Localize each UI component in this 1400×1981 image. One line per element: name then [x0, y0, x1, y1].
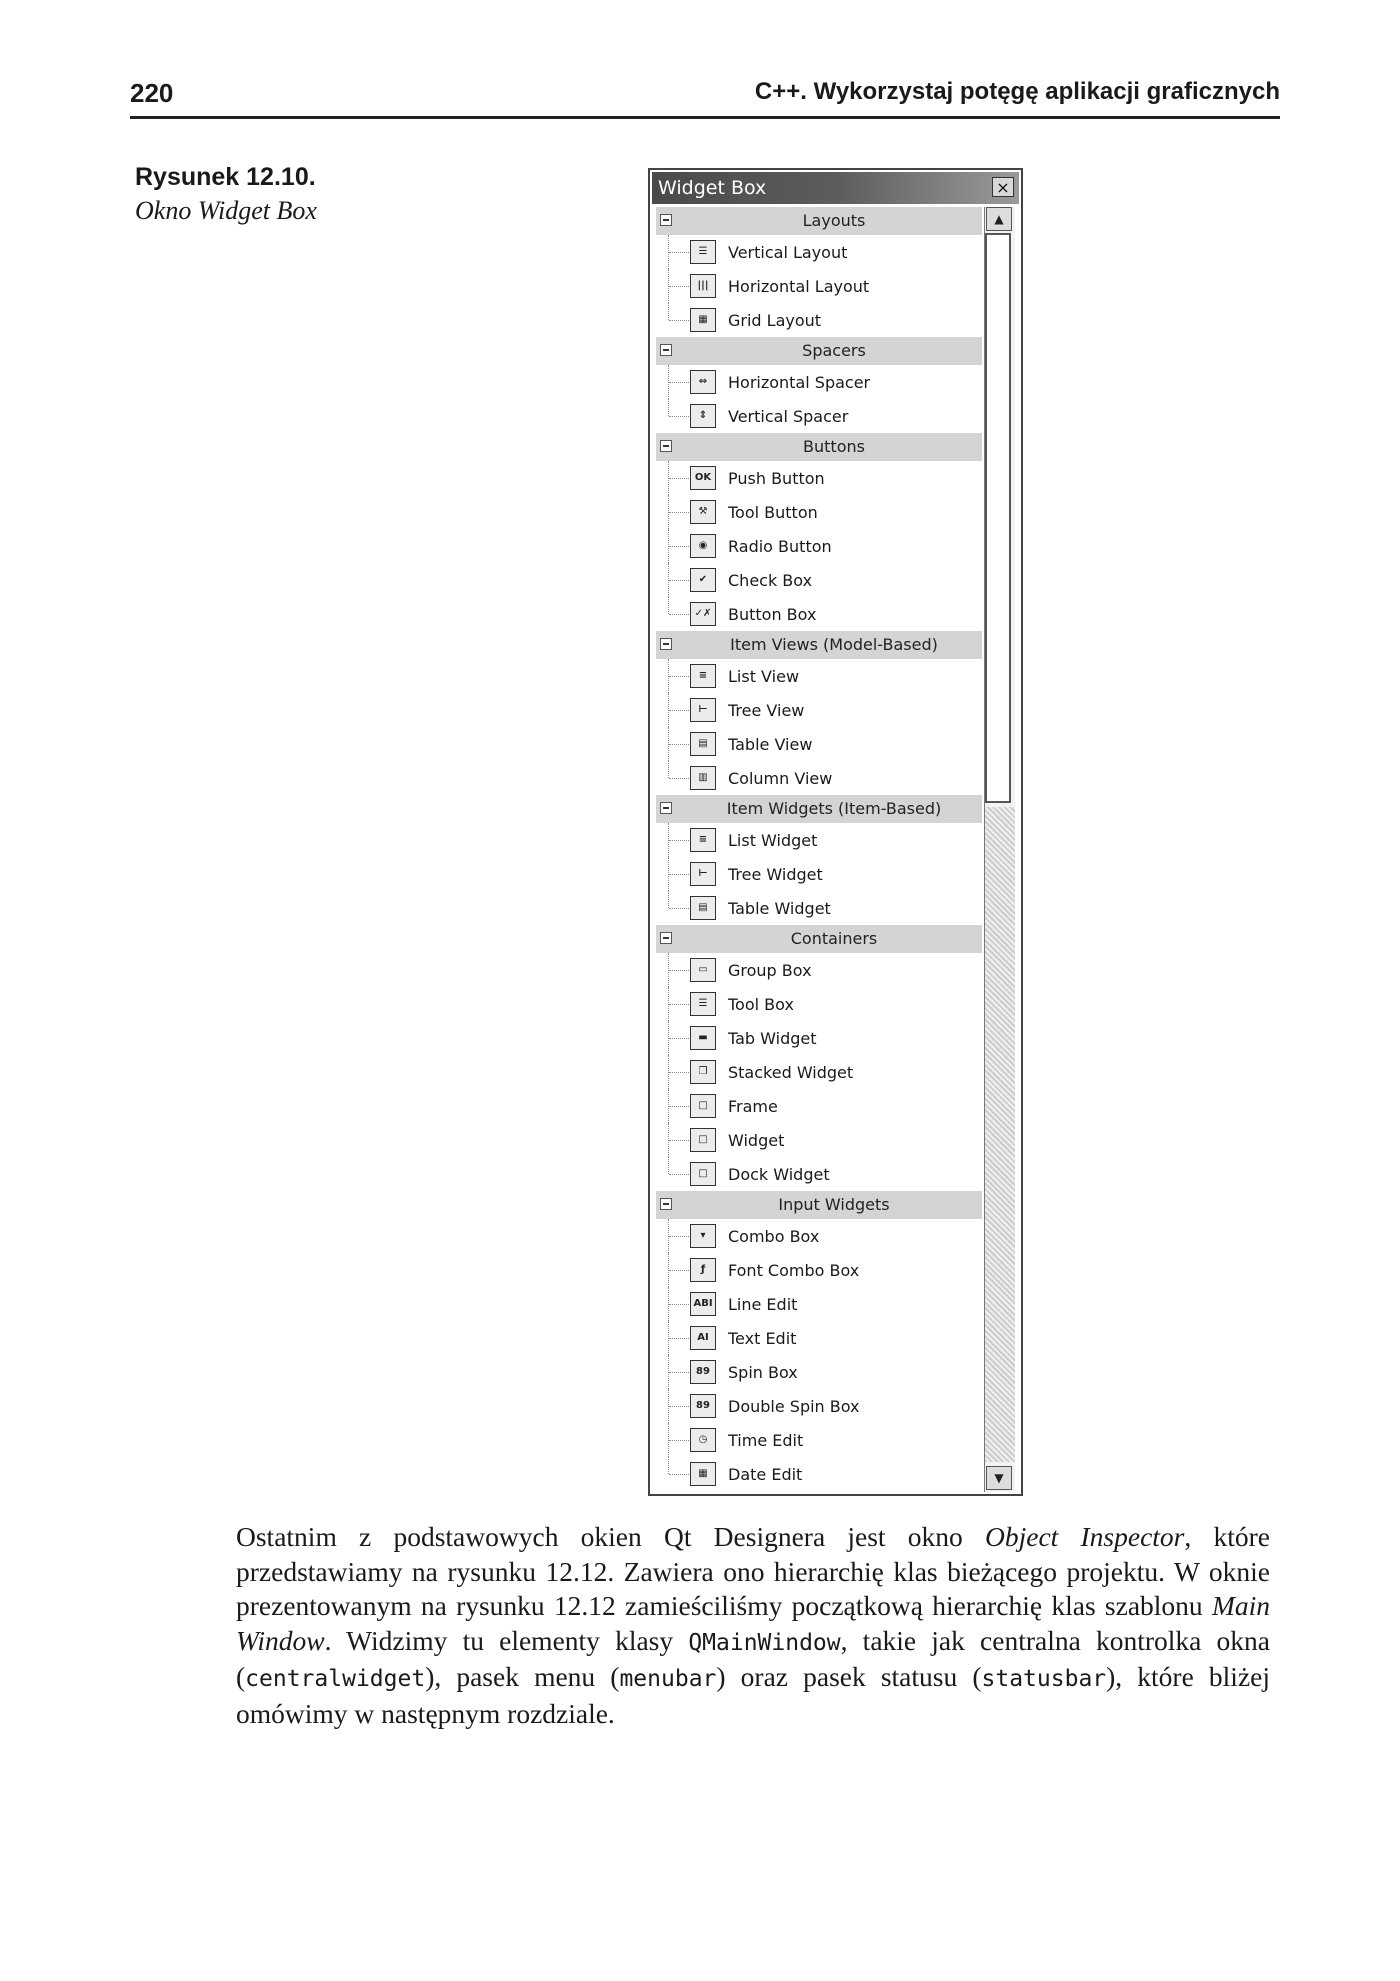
body-text-segment: , które przedstawiamy na rysunku 12.12. Zawiera ono hierarchię klas bieżącego projektu. W oknie prezentowanym na rysunku 12.12 zamieściliśmy początkową hierarchię klas szablonu	[236, 1521, 1270, 1621]
scroll-down-icon[interactable]: ▼	[986, 1466, 1012, 1490]
widget-item-horizontal-spacer[interactable]	[656, 365, 982, 399]
scrollbar-thumb[interactable]	[985, 233, 1011, 803]
widget-item-text-edit[interactable]	[656, 1321, 982, 1355]
table-view-icon: ▤	[690, 732, 716, 756]
widget-item-time-edit[interactable]	[656, 1423, 982, 1457]
widget-item-stacked-widget[interactable]	[656, 1055, 982, 1089]
group-box-icon: ▭	[690, 958, 716, 982]
widget-item-font-combo-box[interactable]	[656, 1253, 982, 1287]
tool-button-icon: ⚒	[690, 500, 716, 524]
body-text-segment: ), pasek menu (	[425, 1661, 620, 1692]
tool-box-icon: ☰	[690, 992, 716, 1016]
widget-item-widget[interactable]	[656, 1123, 982, 1157]
body-paragraph	[236, 1520, 1270, 1731]
widget-item-label: List View	[728, 667, 800, 686]
figure-caption: Okno Widget Box	[135, 196, 317, 225]
widget-item-table-widget[interactable]	[656, 891, 982, 925]
widget-item-list-view[interactable]	[656, 659, 982, 693]
category-label: Item Views (Model-Based)	[730, 635, 938, 654]
widget-item-tool-button[interactable]	[656, 495, 982, 529]
double-spin-box-icon: 89	[690, 1394, 716, 1418]
widget-item-double-spin-box[interactable]	[656, 1389, 982, 1423]
widget-box-titlebar[interactable]	[652, 172, 1019, 204]
widget-item-list-widget[interactable]	[656, 823, 982, 857]
column-view-icon: ▥	[690, 766, 716, 790]
collapse-toggle-icon[interactable]	[660, 344, 672, 356]
widget-item-label: Time Edit	[728, 1431, 804, 1450]
time-edit-icon: ◷	[690, 1428, 716, 1452]
collapse-toggle-icon[interactable]	[660, 440, 672, 452]
widget-item-push-button[interactable]	[656, 461, 982, 495]
widget-item-label: Widget	[728, 1131, 785, 1150]
body-text-segment: ) oraz pasek statusu (	[716, 1661, 982, 1692]
header-rule	[130, 116, 1280, 119]
widget-item-horizontal-layout[interactable]	[656, 269, 982, 303]
widget-item-label: List Widget	[728, 831, 818, 850]
widget-item-column-view[interactable]	[656, 761, 982, 795]
category-label: Input Widgets	[778, 1195, 890, 1214]
collapse-toggle-icon[interactable]	[660, 638, 672, 650]
code-qmainwindow: QMainWindow	[688, 1629, 841, 1656]
check-box-icon: ✔	[690, 568, 716, 592]
grid-layout-icon: ▦	[690, 308, 716, 332]
horizontal-spacer-icon: ⇔	[690, 370, 716, 394]
scrollbar-track[interactable]	[985, 807, 1015, 1462]
widget-item-tool-box[interactable]	[656, 987, 982, 1021]
table-widget-icon: ▤	[690, 896, 716, 920]
widget-list	[656, 207, 982, 1492]
body-text-segment: . Widzimy tu elementy klasy	[324, 1624, 689, 1656]
widget-item-label: Check Box	[728, 571, 813, 590]
category-label: Buttons	[803, 437, 865, 456]
widget-item-label: Vertical Spacer	[728, 407, 849, 426]
line-edit-icon: ABI	[690, 1292, 716, 1316]
widget-item-table-view[interactable]	[656, 727, 982, 761]
category-spacers[interactable]	[656, 337, 982, 365]
body-text-segment: ), które bliżej omówimy w następnym rozdziale.	[236, 1661, 1270, 1729]
widget-item-label: Table View	[728, 735, 813, 754]
widget-item-label: Stacked Widget	[728, 1063, 854, 1082]
widget-item-label: Text Edit	[728, 1329, 797, 1348]
widget-item-tab-widget[interactable]	[656, 1021, 982, 1055]
widget-item-frame[interactable]	[656, 1089, 982, 1123]
widget-item-line-edit[interactable]	[656, 1287, 982, 1321]
tab-widget-icon: ▬	[690, 1026, 716, 1050]
category-layouts[interactable]	[656, 207, 982, 235]
horizontal-layout-icon: |||	[690, 274, 716, 298]
vertical-spacer-icon: ⇕	[690, 404, 716, 428]
frame-icon: □	[690, 1094, 716, 1118]
button-box-icon: ✓✗	[690, 602, 716, 626]
widget-item-radio-button[interactable]	[656, 529, 982, 563]
widget-box-window	[648, 168, 1023, 1496]
widget-item-tree-widget[interactable]	[656, 857, 982, 891]
list-widget-icon: ≡	[690, 828, 716, 852]
widget-item-check-box[interactable]	[656, 563, 982, 597]
widget-item-label: Date Edit	[728, 1465, 803, 1484]
widget-item-tree-view[interactable]	[656, 693, 982, 727]
widget-item-label: Horizontal Spacer	[728, 373, 871, 392]
combo-box-icon: ▾	[690, 1224, 716, 1248]
widget-item-dock-widget[interactable]	[656, 1157, 982, 1191]
category-label: Containers	[790, 929, 878, 948]
widget-item-button-box[interactable]	[656, 597, 982, 631]
widget-item-date-edit[interactable]	[656, 1457, 982, 1491]
code-menubar: menubar	[619, 1666, 717, 1692]
tree-view-icon: ⊢	[690, 698, 716, 722]
category-containers[interactable]	[656, 925, 982, 953]
widget-item-vertical-spacer[interactable]	[656, 399, 982, 433]
widget-item-label: Vertical Layout	[728, 243, 848, 262]
widget-item-label: Tree View	[728, 701, 805, 720]
category-label: Item Widgets (Item-Based)	[726, 799, 942, 818]
page-header	[130, 78, 1280, 118]
widget-item-label: Push Button	[728, 469, 825, 488]
widget-item-label: Tab Widget	[728, 1029, 817, 1048]
widget-item-label: Tool Box	[728, 995, 794, 1014]
push-button-icon: OK	[690, 466, 716, 490]
date-edit-icon: ▦	[690, 1462, 716, 1486]
widget-item-label: Dock Widget	[728, 1165, 830, 1184]
collapse-toggle-icon[interactable]	[660, 802, 672, 814]
widget-item-label: Double Spin Box	[728, 1397, 860, 1416]
collapse-toggle-icon[interactable]	[660, 1198, 672, 1210]
figure-label: Rysunek 12.10.	[135, 163, 316, 191]
category-label: Spacers	[802, 341, 866, 360]
category-buttons[interactable]	[656, 433, 982, 461]
widget-item-label: Grid Layout	[728, 311, 822, 330]
body-text-segment: , takie jak centralna kontrolka okna (	[236, 1624, 1271, 1692]
widget-item-label: Tree Widget	[728, 865, 823, 884]
collapse-toggle-icon[interactable]	[660, 214, 672, 226]
main-window-term: Main Window	[236, 1590, 1270, 1656]
widget-item-label: Tool Button	[728, 503, 818, 522]
widget-item-label: Horizontal Layout	[728, 277, 870, 296]
widget-item-label: Button Box	[728, 605, 817, 624]
widget-item-vertical-layout[interactable]	[656, 235, 982, 269]
page-number: 220	[130, 78, 174, 108]
scroll-up-icon[interactable]: ▲	[986, 207, 1012, 231]
category-label: Layouts	[802, 211, 866, 230]
widget-icon: □	[690, 1128, 716, 1152]
widget-item-label: Radio Button	[728, 537, 832, 556]
stacked-widget-icon: ❐	[690, 1060, 716, 1084]
widget-item-label: Font Combo Box	[728, 1261, 860, 1280]
code-statusbar: statusbar	[981, 1666, 1107, 1692]
close-icon[interactable]: ×	[992, 177, 1014, 197]
widget-item-combo-box[interactable]	[656, 1219, 982, 1253]
widget-item-label: Column View	[728, 769, 833, 788]
vertical-layout-icon: ☰	[690, 240, 716, 264]
text-edit-icon: AI	[690, 1326, 716, 1350]
list-view-icon: ≡	[690, 664, 716, 688]
category-item-views-model-based[interactable]	[656, 631, 982, 659]
widget-item-label: Line Edit	[728, 1295, 798, 1314]
widget-item-spin-box[interactable]	[656, 1355, 982, 1389]
vertical-scrollbar[interactable]	[984, 207, 1015, 1492]
widget-item-label: Table Widget	[728, 899, 831, 918]
object-inspector-term: Object Inspector	[985, 1521, 1185, 1552]
widget-item-label: Combo Box	[728, 1227, 820, 1246]
dock-widget-icon: □	[690, 1162, 716, 1186]
code-centralwidget: centralwidget	[245, 1666, 426, 1692]
collapse-toggle-icon[interactable]	[660, 932, 672, 944]
widget-item-group-box[interactable]	[656, 953, 982, 987]
spin-box-icon: 89	[690, 1360, 716, 1384]
tree-widget-icon: ⊢	[690, 862, 716, 886]
radio-button-icon: ◉	[690, 534, 716, 558]
category-input-widgets[interactable]	[656, 1191, 982, 1219]
body-text-segment: Ostatnim z podstawowych okien Qt Designera jest okno	[236, 1521, 985, 1552]
widget-box-title: Widget Box	[658, 177, 767, 199]
widget-item-grid-layout[interactable]	[656, 303, 982, 337]
running-title: C++. Wykorzystaj potęgę aplikacji graficznych	[754, 78, 1280, 105]
widget-item-label: Frame	[728, 1097, 778, 1116]
widget-item-label: Group Box	[728, 961, 812, 980]
category-item-widgets-item-based[interactable]	[656, 795, 982, 823]
font-combo-box-icon: ƒ	[690, 1258, 716, 1282]
widget-item-label: Spin Box	[728, 1363, 798, 1382]
